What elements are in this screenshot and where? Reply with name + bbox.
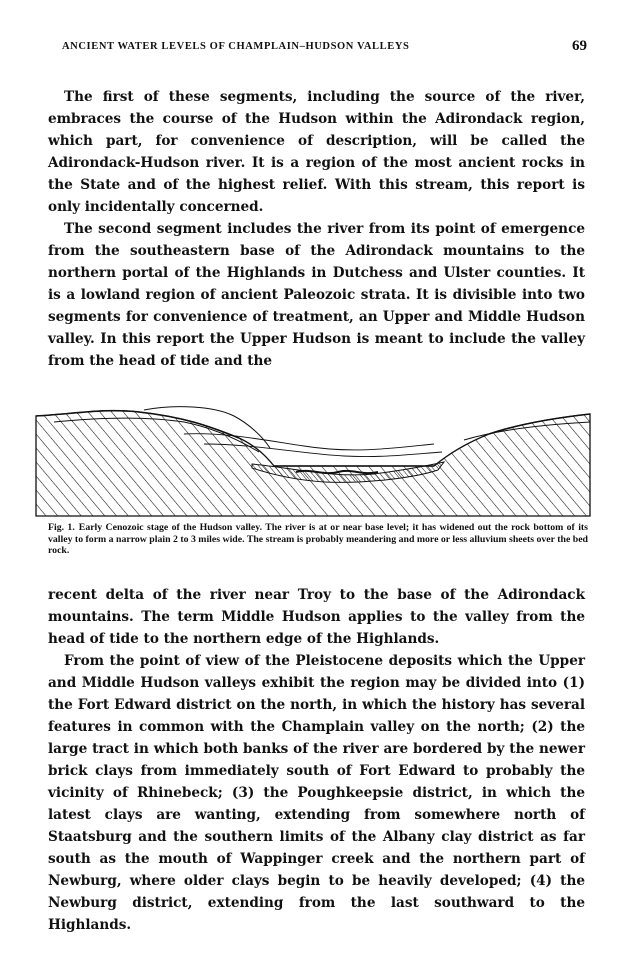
- body-text-bottom: [48, 584, 585, 936]
- bedrock: [36, 411, 590, 516]
- figure-valley-cross-section: [34, 404, 594, 520]
- paragraph: recent delta of the river near Troy to the base of the Adirondack mountains. The term Middle Hudson applies to the valley from the head of tide to the northern edge of the Highlands.: [48, 587, 585, 647]
- figure-caption-text: Early Cenozoic stage of the Hudson valley. The river is at or near base level; it has widened out the rock bottom of its valley to form a narrow plain 2 to 3 miles wide. The stream is probably meandering and more or less alluvium sheets over the bed rock.: [48, 522, 589, 556]
- valley-cross-section-drawing: [34, 404, 594, 520]
- figure-label: Fig. 1.: [48, 522, 75, 533]
- paragraph: The second segment includes the river from its point of emergence from the southeastern base of the Adirondack mountains to the northern portal of the Highlands in Dutchess and Ulster counties. It is a lowland region of ancient Paleozoic strata. It is divisible into two segments for convenience of treatment, an Upper and Middle Hudson valley. In this report the Upper Hudson is meant to include the valley from the head of tide and the: [48, 221, 585, 369]
- paragraph: The first of these segments, including the source of the river, embraces the course of the Hudson within the Adirondack region, which part, for convenience of description, will be called the Adirondack-Hudson river. It is a region of the most ancient rocks in the State and of the highest relief. With this stream, this report is only incidentally concerned.: [48, 89, 585, 215]
- figure-caption: [48, 522, 588, 557]
- running-head: [62, 38, 587, 56]
- paragraph: From the point of view of the Pleistocene deposits which the Upper and Middle Hudson valleys exhibit the region may be divided into (1) the Fort Edward district on the north, in which the history has several features in common with the Champlain valley on the north; (2) the large tract in which both banks of the river are bordered by the newer brick clays from immediately south of Fort Edward to probably the vicinity of Rhinebeck; (3) the Poughkeepsie district, in which the latest clays are wanting, extending from somewhere north of Staatsburg and the southern limits of the Albany clay district as far south as the mouth of Wappinger creek and the northern part of Newburg, where older clays begin to be heavily developed; (4) the Newburg district, extending from the last southward to the Highlands.: [48, 653, 585, 933]
- body-text-top: [48, 86, 585, 372]
- running-title: ANCIENT WATER LEVELS OF CHAMPLAIN–HUDSON VALLEYS: [62, 41, 410, 52]
- page-number: 69: [572, 38, 587, 54]
